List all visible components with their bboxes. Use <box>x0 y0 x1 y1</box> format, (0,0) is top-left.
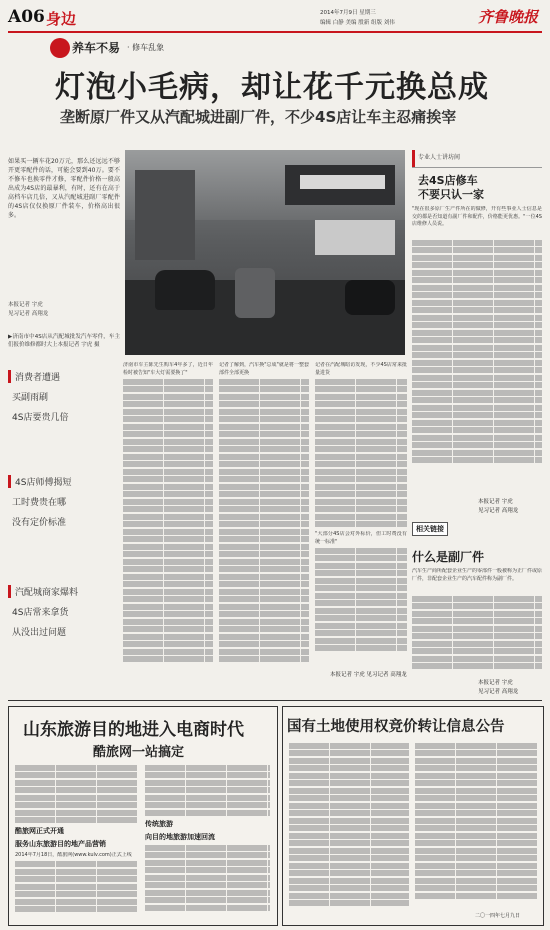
ad-heading-3: 传统旅游 <box>145 819 173 828</box>
tag-bar <box>412 150 415 168</box>
ad-heading-1: 酷旅网正式开通 <box>15 827 64 835</box>
pull-quote-2 <box>8 475 118 528</box>
header-rule <box>8 31 542 33</box>
pull-quote-1-a: 消费者遭遇 <box>8 370 118 383</box>
box-byline-1: 本报记者 宇虎 <box>478 680 513 686</box>
ad-subtitle: 酷旅网一站搞定 <box>93 745 185 760</box>
right-title-2: 不要只认一家 <box>418 188 484 201</box>
right-title-1: 去4S店修车 <box>418 174 478 187</box>
pull-quote-1 <box>8 370 118 423</box>
box-byline-2: 见习记者 高翔龙 <box>478 689 519 695</box>
notice-title: 国有土地使用权竞价转让信息公告 <box>287 719 505 735</box>
page-number: A06 <box>8 7 45 27</box>
lead-text: 如果买一辆车花20万元，那么还远远不够开更零配件的话，可能会要到40万。要不不修车也换零件才修，零配件价格一般高出成为4S店的最暴利，有时，还有在高于高档车店几倍，又从汽配城进副厂零配件的4S店仅仅换原厂件装车，价格高出很多。 <box>8 158 120 219</box>
column-name: 养车不易 <box>72 41 121 55</box>
ad-col-1 <box>15 763 137 914</box>
body-snip-1: 济南市车主陈先生购车4年多了，近日年检时被告知"车大灯需要换了" <box>123 362 213 376</box>
pull-quote-3 <box>8 585 118 638</box>
column-sub: · 修车乱象 <box>127 43 165 52</box>
right-intro: "现在很多原厂生产件所在的做修，开有些事业人士信息是交的都是否知道有副厂件和配件，价格能更优惠。"一位4S店维修人员说。 <box>412 206 542 227</box>
box-text: 汽车生产商所配套企业生产的零部件一般被称为正厂件或原厂件，非配套企业生产的汽车配件称为副厂件。 <box>412 568 542 582</box>
body-snip-4: "大部分4S店会对外标价，但工时费没有统一标准" <box>315 531 407 545</box>
ad-heading-4: 向目的地旅游加速回流 <box>145 832 215 841</box>
pull-quote-3-a: 汽配城商家爆料 <box>8 585 118 598</box>
pull-quote-2-c: 没有定价标准 <box>12 518 67 528</box>
box-filler <box>412 594 542 671</box>
subheadline: 垄断原厂件又从汽配城进副厂件，不少4S店让车主忍痛挨宰 <box>60 108 457 126</box>
ad-title: 山东旅游目的地进入电商时代 <box>23 720 244 740</box>
photo-caption: ▶济南市中4S店从汽配城批发汽车零件，车主们报价维修都时大上本报记者 宇虎 摄 <box>8 334 120 348</box>
notice-date: 二〇一四年七月九日 <box>475 913 521 919</box>
body-snip-3: 记者在汽配城暗访发现，不少4S店常来批量进货 <box>315 362 407 376</box>
body-col-1 <box>123 362 213 664</box>
pull-quote-1-c: 4S店要贵几倍 <box>12 413 69 423</box>
lead-byline-2: 见习记者 高翔龙 <box>8 311 49 317</box>
lead-byline-1: 本报记者 宇虎 <box>8 302 43 308</box>
headline: 灯泡小毛病，却让花千元换总成 <box>55 70 489 105</box>
notice-col-1 <box>289 741 409 908</box>
body-col-2 <box>219 362 309 664</box>
body-col-3 <box>315 362 407 653</box>
related-link-label: 相关链接 <box>412 522 448 536</box>
tourism-ad <box>8 706 278 926</box>
body-tail: 本报记者 宇虎 见习记者 高翔龙 <box>330 672 407 678</box>
ad-heading-2: 服务山东旅游目的地产品营销 <box>15 840 106 848</box>
date-line: 2014年7月9日 星期三 <box>320 10 376 16</box>
column-badge <box>50 38 70 58</box>
right-rule <box>412 167 542 168</box>
paper-logo: 齐鲁晚报 <box>478 8 539 26</box>
box-title: 什么是副厂件 <box>412 550 485 564</box>
section-name: 身边 <box>46 10 77 28</box>
right-tag: 专业人士讲坊间 <box>418 154 461 161</box>
section-rule <box>8 700 542 701</box>
editors-line: 编辑 白静 美编 殷新 组版 刘伟 <box>320 20 395 26</box>
ad-date-text: 2014年7月18日，酷旅网(www.kulv.com)正式上线 <box>15 852 132 858</box>
street-photo <box>125 150 405 355</box>
notice-col-2 <box>415 741 537 900</box>
pull-quote-1-b: 买副雨刷 <box>12 393 49 403</box>
right-byline-2: 见习记者 高翔龙 <box>478 508 519 514</box>
pull-quote-2-a: 4S店师傅揭短 <box>8 475 118 488</box>
body-snip-2: 记者了解到，汽车换"总成"就是将一整套部件全部更换 <box>219 362 309 376</box>
page-header <box>8 6 542 30</box>
pull-quote-2-b: 工时费贵在哪 <box>12 498 67 508</box>
right-filler <box>412 238 542 465</box>
ad-col-2 <box>145 763 270 912</box>
pull-quote-3-c: 从没出过问题 <box>12 628 67 638</box>
right-byline-1: 本报记者 宇虎 <box>478 499 513 505</box>
land-notice <box>282 706 544 926</box>
pull-quote-3-b: 4S店常来拿货 <box>12 608 69 618</box>
